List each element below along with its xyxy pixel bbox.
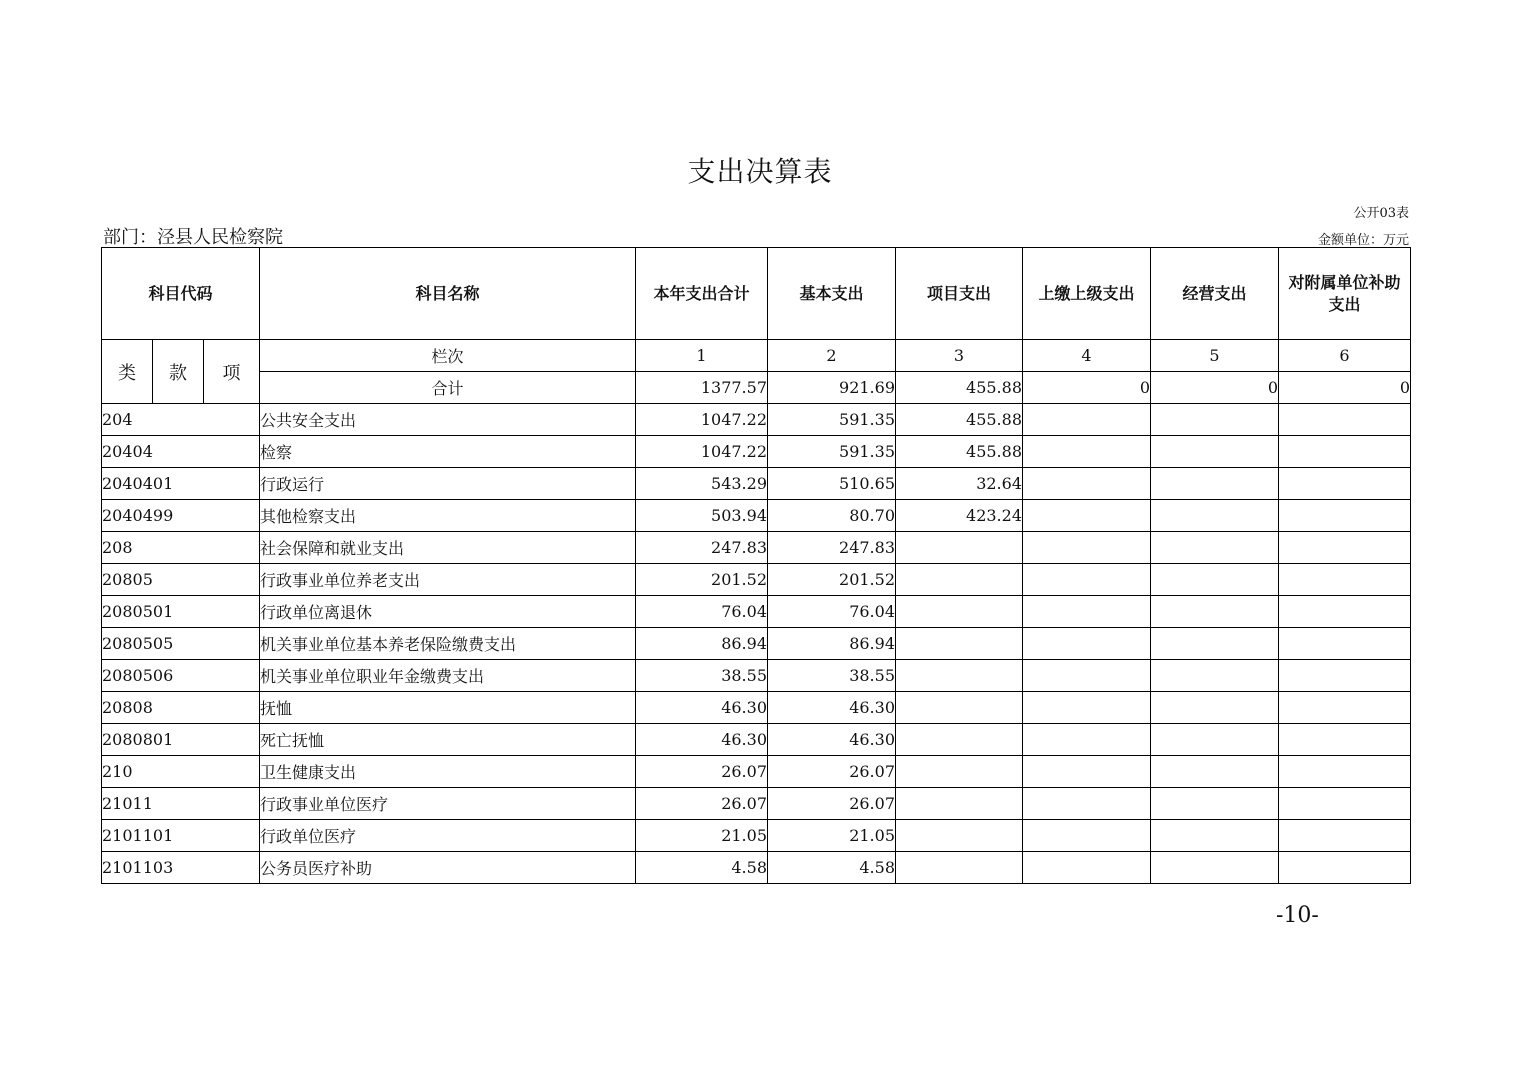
row-project — [896, 692, 1023, 724]
row-business — [1151, 628, 1279, 660]
row-code: 21011 — [102, 788, 260, 820]
row-project — [896, 820, 1023, 852]
page-number: -10- — [1276, 903, 1319, 928]
row-name: 卫生健康支出 — [260, 756, 636, 788]
row-business — [1151, 724, 1279, 756]
row-code: 208 — [102, 532, 260, 564]
row-total: 247.83 — [636, 532, 768, 564]
row-business — [1151, 404, 1279, 436]
row-subsidiary — [1279, 500, 1411, 532]
row-name: 行政单位医疗 — [260, 820, 636, 852]
row-total: 21.05 — [636, 820, 768, 852]
header-project: 项目支出 — [896, 248, 1023, 340]
table-row — [102, 404, 1411, 436]
row-business — [1151, 436, 1279, 468]
row-code: 2101103 — [102, 852, 260, 884]
row-subsidiary — [1279, 436, 1411, 468]
row-business — [1151, 692, 1279, 724]
row-code: 20404 — [102, 436, 260, 468]
row-name: 行政事业单位养老支出 — [260, 564, 636, 596]
total-row — [102, 372, 1411, 404]
table-row — [102, 756, 1411, 788]
column-index-1: 1 — [636, 340, 768, 372]
header-lei: 类 — [102, 340, 153, 404]
row-name: 死亡抚恤 — [260, 724, 636, 756]
row-code: 204 — [102, 404, 260, 436]
row-business — [1151, 468, 1279, 500]
row-subsidiary — [1279, 756, 1411, 788]
table-row — [102, 692, 1411, 724]
row-project — [896, 724, 1023, 756]
unit-label: 金额单位：万元 — [1317, 233, 1409, 248]
column-index-2: 2 — [768, 340, 896, 372]
total-subsidiary: 0 — [1279, 372, 1411, 404]
table-number: 公开03表 — [1353, 206, 1409, 221]
row-upper — [1023, 468, 1151, 500]
row-total: 26.07 — [636, 788, 768, 820]
row-upper — [1023, 660, 1151, 692]
row-code: 210 — [102, 756, 260, 788]
column-index-label: 栏次 — [260, 340, 636, 372]
column-index-5: 5 — [1151, 340, 1279, 372]
table-row — [102, 820, 1411, 852]
row-subsidiary — [1279, 724, 1411, 756]
row-upper — [1023, 436, 1151, 468]
row-upper — [1023, 404, 1151, 436]
row-business — [1151, 852, 1279, 884]
row-project — [896, 660, 1023, 692]
header-subsidiary: 对附属单位补助支出 — [1279, 248, 1411, 340]
row-upper — [1023, 724, 1151, 756]
table-row — [102, 532, 1411, 564]
row-upper — [1023, 628, 1151, 660]
row-total: 46.30 — [636, 692, 768, 724]
row-code: 2080501 — [102, 596, 260, 628]
row-project — [896, 628, 1023, 660]
row-total: 1047.22 — [636, 436, 768, 468]
row-total: 76.04 — [636, 596, 768, 628]
row-name: 检察 — [260, 436, 636, 468]
row-project — [896, 788, 1023, 820]
header-basic: 基本支出 — [768, 248, 896, 340]
row-business — [1151, 820, 1279, 852]
column-index-row — [102, 340, 1411, 372]
row-name: 公务员医疗补助 — [260, 852, 636, 884]
row-code: 2080506 — [102, 660, 260, 692]
row-basic: 201.52 — [768, 564, 896, 596]
table-row — [102, 660, 1411, 692]
total-business: 0 — [1151, 372, 1279, 404]
row-name: 社会保障和就业支出 — [260, 532, 636, 564]
row-project — [896, 564, 1023, 596]
row-subsidiary — [1279, 404, 1411, 436]
page-title: 支出决算表 — [687, 155, 833, 188]
column-index-6: 6 — [1279, 340, 1411, 372]
row-upper — [1023, 788, 1151, 820]
header-row — [102, 248, 1411, 340]
row-upper — [1023, 532, 1151, 564]
table-row — [102, 852, 1411, 884]
header-xiang: 项 — [204, 340, 260, 404]
row-total: 1047.22 — [636, 404, 768, 436]
row-name: 机关事业单位职业年金缴费支出 — [260, 660, 636, 692]
row-code: 20805 — [102, 564, 260, 596]
row-code: 2101101 — [102, 820, 260, 852]
row-business — [1151, 532, 1279, 564]
row-business — [1151, 500, 1279, 532]
header-kuan: 款 — [153, 340, 204, 404]
row-code: 2040499 — [102, 500, 260, 532]
row-name: 行政单位离退休 — [260, 596, 636, 628]
row-total: 543.29 — [636, 468, 768, 500]
row-upper — [1023, 820, 1151, 852]
row-total: 46.30 — [636, 724, 768, 756]
row-subsidiary — [1279, 468, 1411, 500]
row-total: 201.52 — [636, 564, 768, 596]
row-name: 公共安全支出 — [260, 404, 636, 436]
column-index-3: 3 — [896, 340, 1023, 372]
table-row — [102, 788, 1411, 820]
row-name: 其他检察支出 — [260, 500, 636, 532]
total-upper: 0 — [1023, 372, 1151, 404]
table-row — [102, 436, 1411, 468]
row-subsidiary — [1279, 628, 1411, 660]
row-name: 机关事业单位基本养老保险缴费支出 — [260, 628, 636, 660]
row-upper — [1023, 500, 1151, 532]
header-business: 经营支出 — [1151, 248, 1279, 340]
row-project — [896, 852, 1023, 884]
row-basic: 86.94 — [768, 628, 896, 660]
header-total: 本年支出合计 — [636, 248, 768, 340]
row-basic: 4.58 — [768, 852, 896, 884]
row-basic: 80.70 — [768, 500, 896, 532]
table-row — [102, 596, 1411, 628]
row-project: 32.64 — [896, 468, 1023, 500]
total-total: 1377.57 — [636, 372, 768, 404]
table-row — [102, 468, 1411, 500]
row-business — [1151, 564, 1279, 596]
row-name: 行政运行 — [260, 468, 636, 500]
expenditure-table — [101, 247, 1411, 884]
row-total: 86.94 — [636, 628, 768, 660]
row-upper — [1023, 852, 1151, 884]
column-index-4: 4 — [1023, 340, 1151, 372]
row-total: 38.55 — [636, 660, 768, 692]
row-basic: 46.30 — [768, 724, 896, 756]
row-code: 2040401 — [102, 468, 260, 500]
row-code: 2080505 — [102, 628, 260, 660]
row-total: 4.58 — [636, 852, 768, 884]
table-row — [102, 724, 1411, 756]
row-business — [1151, 788, 1279, 820]
header-upper: 上缴上级支出 — [1023, 248, 1151, 340]
row-upper — [1023, 564, 1151, 596]
row-code: 20808 — [102, 692, 260, 724]
row-name: 行政事业单位医疗 — [260, 788, 636, 820]
row-project: 455.88 — [896, 436, 1023, 468]
row-basic: 247.83 — [768, 532, 896, 564]
row-project — [896, 756, 1023, 788]
row-basic: 76.04 — [768, 596, 896, 628]
total-basic: 921.69 — [768, 372, 896, 404]
row-project — [896, 596, 1023, 628]
row-project: 423.24 — [896, 500, 1023, 532]
row-subsidiary — [1279, 852, 1411, 884]
department-label: 部门：泾县人民检察院 — [103, 227, 283, 248]
total-label: 合计 — [260, 372, 636, 404]
row-project — [896, 532, 1023, 564]
row-basic: 46.30 — [768, 692, 896, 724]
row-business — [1151, 596, 1279, 628]
row-code: 2080801 — [102, 724, 260, 756]
row-basic: 38.55 — [768, 660, 896, 692]
row-name: 抚恤 — [260, 692, 636, 724]
total-project: 455.88 — [896, 372, 1023, 404]
row-basic: 26.07 — [768, 788, 896, 820]
row-upper — [1023, 756, 1151, 788]
row-subsidiary — [1279, 596, 1411, 628]
row-basic: 591.35 — [768, 436, 896, 468]
header-code: 科目代码 — [102, 248, 260, 340]
row-basic: 26.07 — [768, 756, 896, 788]
row-subsidiary — [1279, 660, 1411, 692]
row-subsidiary — [1279, 692, 1411, 724]
row-project: 455.88 — [896, 404, 1023, 436]
table-row — [102, 500, 1411, 532]
table-row — [102, 564, 1411, 596]
table-row — [102, 628, 1411, 660]
header-name: 科目名称 — [260, 248, 636, 340]
row-basic: 21.05 — [768, 820, 896, 852]
row-total: 503.94 — [636, 500, 768, 532]
row-total: 26.07 — [636, 756, 768, 788]
row-basic: 510.65 — [768, 468, 896, 500]
row-subsidiary — [1279, 820, 1411, 852]
row-upper — [1023, 596, 1151, 628]
row-subsidiary — [1279, 788, 1411, 820]
row-subsidiary — [1279, 564, 1411, 596]
row-business — [1151, 756, 1279, 788]
row-upper — [1023, 692, 1151, 724]
row-subsidiary — [1279, 532, 1411, 564]
row-basic: 591.35 — [768, 404, 896, 436]
row-business — [1151, 660, 1279, 692]
